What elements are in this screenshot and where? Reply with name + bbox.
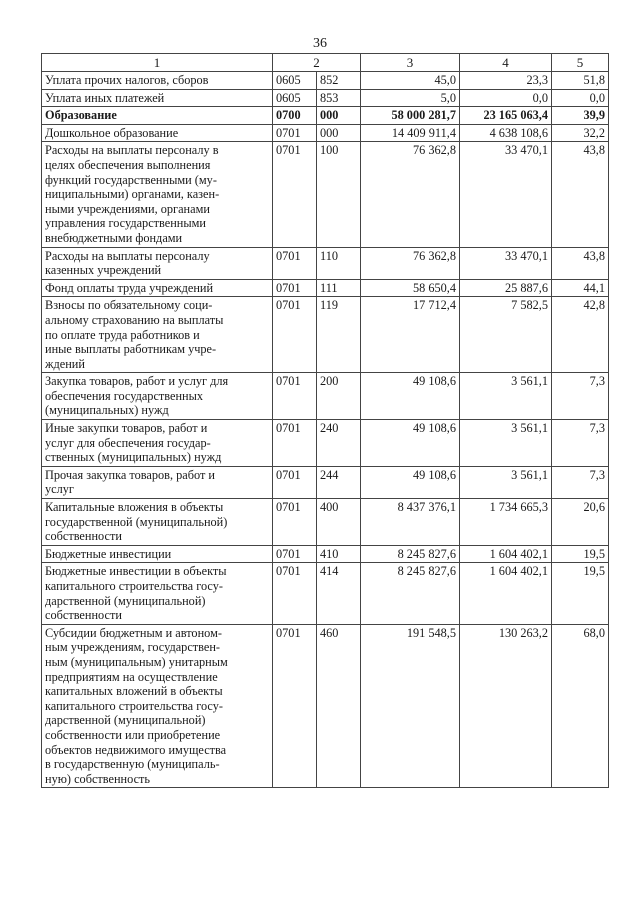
row-actual-value: 0,0 bbox=[460, 89, 552, 107]
row-expense-code: 852 bbox=[317, 72, 361, 90]
row-actual-value: 3 561,1 bbox=[460, 420, 552, 467]
row-section-code: 0701 bbox=[273, 373, 317, 420]
row-plan-value: 8 245 827,6 bbox=[361, 545, 460, 563]
row-section-code: 0701 bbox=[273, 279, 317, 297]
row-name: Бюджетные инвестиции в объекты капитального строительства госу- дарственной (муниципальной) собственности bbox=[42, 563, 273, 624]
row-name: Фонд оплаты труда учреждений bbox=[42, 279, 273, 297]
row-section-code: 0701 bbox=[273, 420, 317, 467]
row-name: Образование bbox=[42, 107, 273, 125]
row-percent-value: 7,3 bbox=[552, 466, 609, 498]
row-expense-code: 410 bbox=[317, 545, 361, 563]
row-expense-code: 460 bbox=[317, 624, 361, 788]
row-name: Капитальные вложения в объекты государственной (муниципальной) собственности bbox=[42, 499, 273, 546]
table-row bbox=[42, 72, 609, 90]
row-percent-value: 19,5 bbox=[552, 563, 609, 624]
row-plan-value: 49 108,6 bbox=[361, 420, 460, 467]
row-expense-code: 100 bbox=[317, 142, 361, 247]
row-actual-value: 1 734 665,3 bbox=[460, 499, 552, 546]
row-expense-code: 000 bbox=[317, 124, 361, 142]
row-actual-value: 1 604 402,1 bbox=[460, 563, 552, 624]
row-section-code: 0701 bbox=[273, 563, 317, 624]
table-row bbox=[42, 466, 609, 498]
table-row bbox=[42, 563, 609, 624]
row-expense-code: 110 bbox=[317, 247, 361, 279]
row-expense-code: 200 bbox=[317, 373, 361, 420]
row-actual-value: 130 263,2 bbox=[460, 624, 552, 788]
page-number: 36 bbox=[313, 36, 327, 51]
row-percent-value: 19,5 bbox=[552, 545, 609, 563]
row-section-code: 0701 bbox=[273, 499, 317, 546]
row-expense-code: 400 bbox=[317, 499, 361, 546]
row-plan-value: 58 000 281,7 bbox=[361, 107, 460, 125]
table-row bbox=[42, 124, 609, 142]
table-row bbox=[42, 624, 609, 788]
row-name: Прочая закупка товаров, работ и услуг bbox=[42, 466, 273, 498]
row-percent-value: 43,8 bbox=[552, 247, 609, 279]
row-percent-value: 42,8 bbox=[552, 297, 609, 373]
table-row bbox=[42, 247, 609, 279]
row-section-code: 0701 bbox=[273, 624, 317, 788]
row-actual-value: 1 604 402,1 bbox=[460, 545, 552, 563]
row-name: Закупка товаров, работ и услуг для обеспечения государственных (муниципальных) нужд bbox=[42, 373, 273, 420]
row-name: Расходы на выплаты персоналу казенных учреждений bbox=[42, 247, 273, 279]
row-actual-value: 7 582,5 bbox=[460, 297, 552, 373]
row-section-code: 0701 bbox=[273, 142, 317, 247]
row-expense-code: 000 bbox=[317, 107, 361, 125]
table-row bbox=[42, 499, 609, 546]
row-section-code: 0605 bbox=[273, 89, 317, 107]
row-percent-value: 43,8 bbox=[552, 142, 609, 247]
row-name: Расходы на выплаты персоналу в целях обеспечения выполнения функций государственными (му- ниципальными) органами, казен- ными учреждениями, органами управления государственными внебюджетными фондами bbox=[42, 142, 273, 247]
table-row bbox=[42, 420, 609, 467]
row-actual-value: 33 470,1 bbox=[460, 247, 552, 279]
table-body bbox=[42, 54, 609, 788]
row-percent-value: 68,0 bbox=[552, 624, 609, 788]
row-expense-code: 244 bbox=[317, 466, 361, 498]
table-row bbox=[42, 142, 609, 247]
row-section-code: 0700 bbox=[273, 107, 317, 125]
table-row bbox=[42, 89, 609, 107]
column-number-5: 5 bbox=[552, 54, 609, 72]
row-name: Уплата иных платежей bbox=[42, 89, 273, 107]
row-plan-value: 49 108,6 bbox=[361, 373, 460, 420]
row-percent-value: 32,2 bbox=[552, 124, 609, 142]
row-actual-value: 3 561,1 bbox=[460, 466, 552, 498]
column-number-3: 3 bbox=[361, 54, 460, 72]
row-name: Иные закупки товаров, работ и услуг для обеспечения государ- ственных (муниципальных) нужд bbox=[42, 420, 273, 467]
row-name: Бюджетные инвестиции bbox=[42, 545, 273, 563]
row-percent-value: 44,1 bbox=[552, 279, 609, 297]
row-expense-code: 853 bbox=[317, 89, 361, 107]
row-percent-value: 7,3 bbox=[552, 420, 609, 467]
row-actual-value: 25 887,6 bbox=[460, 279, 552, 297]
row-section-code: 0701 bbox=[273, 466, 317, 498]
column-number-4: 4 bbox=[460, 54, 552, 72]
column-number-row bbox=[42, 54, 609, 72]
table-row bbox=[42, 107, 609, 125]
row-expense-code: 111 bbox=[317, 279, 361, 297]
row-section-code: 0701 bbox=[273, 247, 317, 279]
row-section-code: 0701 bbox=[273, 124, 317, 142]
row-plan-value: 14 409 911,4 bbox=[361, 124, 460, 142]
row-plan-value: 8 245 827,6 bbox=[361, 563, 460, 624]
column-number-1: 1 bbox=[42, 54, 273, 72]
row-expense-code: 414 bbox=[317, 563, 361, 624]
row-section-code: 0701 bbox=[273, 545, 317, 563]
row-section-code: 0701 bbox=[273, 297, 317, 373]
row-plan-value: 5,0 bbox=[361, 89, 460, 107]
row-plan-value: 45,0 bbox=[361, 72, 460, 90]
row-plan-value: 76 362,8 bbox=[361, 247, 460, 279]
row-name: Субсидии бюджетным и автоном- ным учреждениям, государствен- ным (муниципальным) унитарным предприятиям на осуществление капитальных вложений в объекты капитального строительства госу- дарственной (муниципальной) собственности или приобретение объектов недвижимого имущества в государственную (муниципаль- ную) собственность bbox=[42, 624, 273, 788]
row-actual-value: 4 638 108,6 bbox=[460, 124, 552, 142]
row-percent-value: 20,6 bbox=[552, 499, 609, 546]
table-row bbox=[42, 545, 609, 563]
row-name: Дошкольное образование bbox=[42, 124, 273, 142]
row-expense-code: 240 bbox=[317, 420, 361, 467]
row-plan-value: 17 712,4 bbox=[361, 297, 460, 373]
row-percent-value: 39,9 bbox=[552, 107, 609, 125]
row-section-code: 0605 bbox=[273, 72, 317, 90]
row-actual-value: 3 561,1 bbox=[460, 373, 552, 420]
row-plan-value: 191 548,5 bbox=[361, 624, 460, 788]
row-plan-value: 8 437 376,1 bbox=[361, 499, 460, 546]
row-name: Уплата прочих налогов, сборов bbox=[42, 72, 273, 90]
row-plan-value: 76 362,8 bbox=[361, 142, 460, 247]
row-actual-value: 33 470,1 bbox=[460, 142, 552, 247]
row-actual-value: 23 165 063,4 bbox=[460, 107, 552, 125]
budget-table bbox=[41, 53, 609, 788]
row-actual-value: 23,3 bbox=[460, 72, 552, 90]
row-expense-code: 119 bbox=[317, 297, 361, 373]
table-row bbox=[42, 279, 609, 297]
row-plan-value: 49 108,6 bbox=[361, 466, 460, 498]
row-plan-value: 58 650,4 bbox=[361, 279, 460, 297]
row-percent-value: 51,8 bbox=[552, 72, 609, 90]
column-number-2: 2 bbox=[273, 54, 361, 72]
row-percent-value: 0,0 bbox=[552, 89, 609, 107]
row-name: Взносы по обязательному соци- альному страхованию на выплаты по оплате труда работников и иные выплаты работникам учре- ждений bbox=[42, 297, 273, 373]
table-row bbox=[42, 297, 609, 373]
table-row bbox=[42, 373, 609, 420]
row-percent-value: 7,3 bbox=[552, 373, 609, 420]
